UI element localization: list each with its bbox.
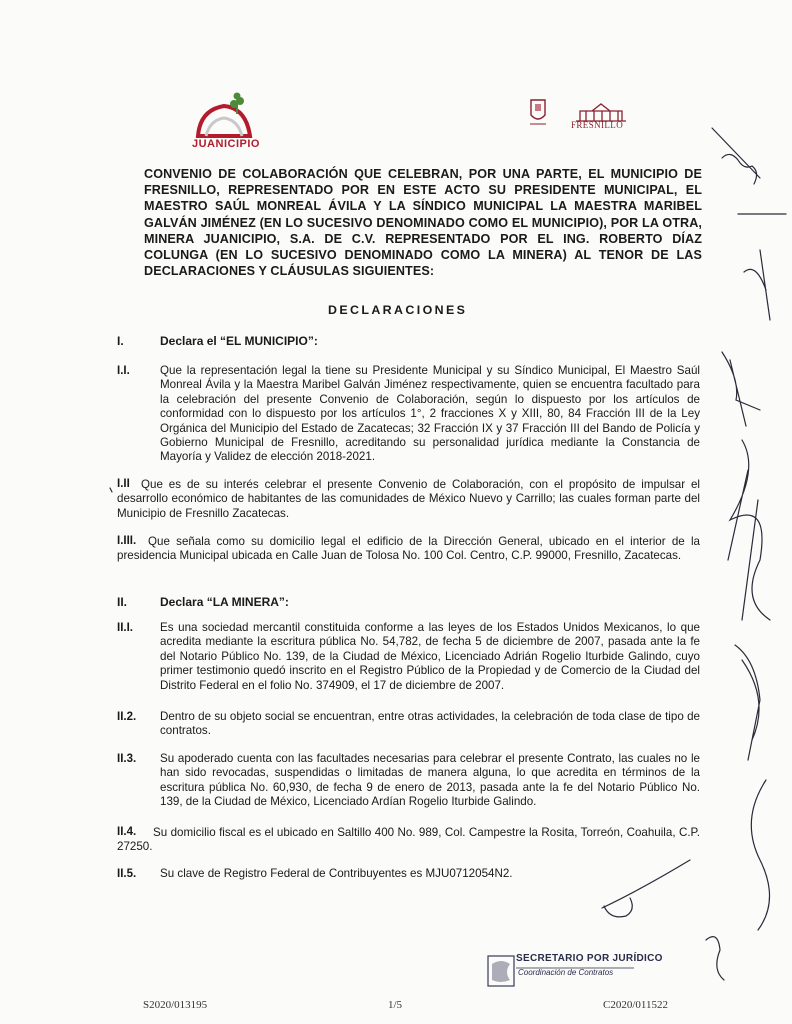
item-label: II.I.: [117, 622, 133, 634]
item-text: Que la representación legal la tiene su Presidente Municipal y su Síndico Municipal, El Maestro Saúl Monreal Ávila y la Maestra Maribel Galván Jiménez respectivamente, quien se encuentra facultado para la celebración del presente Convenio de Colaboración, según lo dispuesto por los artículos de conformidad con lo dispuesto por los artículos 1°, 2 fracciones X y XIII, 80, 84 Fracción III de la Ley Orgánica del Municipio del Estado de Zacatecas; 32 Fracción IX y 37 Fracción III del Bando de Policía y Gobierno Municipal de Fresnillo, acreditando su personalidad jurídica mediante la Constancia de Mayoría y Validez de elección 2018-2021.: [160, 364, 700, 464]
footer-right-code: C2020/011522: [603, 999, 668, 1011]
item-label: II.3.: [117, 753, 137, 765]
item-label: II.2.: [117, 711, 137, 723]
section-2-number: II.: [117, 595, 128, 609]
item-text: Es una sociedad mercantil constituida conforme a las leyes de los Estados Unidos Mexicanos, lo que acredita mediante la escritura pública No. 54,782, de fecha 5 de diciembre de 2007, pasada ante la fe del Notario Público No. 139, de la Ciudad de México, Licenciado Adrián Rogelio Iturbide Galindo, cuyo primer testimonio quedó inscrito en el Registro Público de la Propiedad y de Comercio de la Ciudad del Distrito Federal en el folio No. 374909, el 17 de diciembre de 2007.: [160, 621, 700, 692]
page-number: 1/5: [388, 999, 403, 1011]
item-label: II.5.: [117, 868, 137, 880]
item-label: I.I.: [117, 365, 130, 377]
section-1-heading: Declara el “EL MUNICIPIO”:: [160, 334, 318, 348]
item-text: Que señala como su domicilio legal el edificio de la Dirección General, ubicado en el interior de la presidencia Municipal ubicada en Calle Juan de Tolosa No. 100 Col. Centro, C.P. 99000, Fresnillo, Zacatecas.: [117, 535, 700, 563]
item-text: Dentro de su objeto social se encuentran, entre otras actividades, la celebración de toda clase de tipo de contratos.: [160, 710, 700, 738]
declaraciones-heading: DECLARACIONES: [328, 303, 468, 317]
municipal-seal-icon: [528, 97, 548, 127]
item-label: I.II: [117, 478, 130, 490]
juanicipio-logo-text: JUANICIPIO: [192, 138, 260, 150]
document-title: CONVENIO DE COLABORACIÓN QUE CELEBRAN, POR UNA PARTE, EL MUNICIPIO DE FRESNILLO, REPRESENTADO POR EN ESTE ACTO SU PRESIDENTE MUNICIPAL, EL MAESTRO SAÚL MONREAL ÁVILA Y LA SÍNDICO MUNICIPAL LA MAESTRA MARIBEL GALVÁN JIMÉNEZ (EN LO SUCESIVO DENOMINADO COMO EL MUNICIPIO), POR LA OTRA, MINERA JUANICIPIO, S.A. DE C.V. REPRESENTADO POR EL ING. ROBERTO DÍAZ COLUNGA (EN LO SUCESIVO DENOMINADO COMO LA MINERA) AL TENOR DE LAS DECLARACIONES Y CLÁUSULAS SIGUIENTES:: [144, 167, 702, 279]
item-text: Su apoderado cuenta con las facultades necesarias para celebrar el presente Contrato, las cuales no le han sido revocadas, suspendidas o limitadas de manera alguna, lo que acredita en términos de la escritura pública No. 60,930, de fecha 9 de enero de 2013, pasada ante la fe del Notario Público No. 139, de la Ciudad de México, Licenciado Ardían Rogelio Iturbide Galindo.: [160, 752, 700, 809]
footer-left-code: S2020/013195: [143, 999, 208, 1011]
item-label: I.III.: [117, 535, 137, 547]
item-text: Su domicilio fiscal es el ubicado en Saltillo 400 No. 989, Col. Campestre la Rosita, Torreón, Coahuila, C.P. 27250.: [117, 826, 700, 854]
section-1-number: I.: [117, 334, 124, 348]
item-text: Que es de su interés celebrar el presente Convenio de Colaboración, con el propósito de impulsar el desarrollo económico de habitantes de las comunidades de México Nuevo y Carrillo; las cuales forman parte del Municipio de Fresnillo Zacatecas.: [117, 478, 700, 520]
stamp-subtitle: Coordinación de Contratos: [518, 968, 614, 977]
stamp-title: SECRETARIO POR JURÍDICO: [516, 953, 663, 964]
item-label: II.4.: [117, 826, 137, 838]
item-text: Su clave de Registro Federal de Contribuyentes es MJU0712054N2.: [160, 867, 513, 880]
fresnillo-logo-text: FRESNILLO: [571, 120, 624, 130]
section-2-heading: Declara “LA MINERA”:: [160, 595, 289, 609]
